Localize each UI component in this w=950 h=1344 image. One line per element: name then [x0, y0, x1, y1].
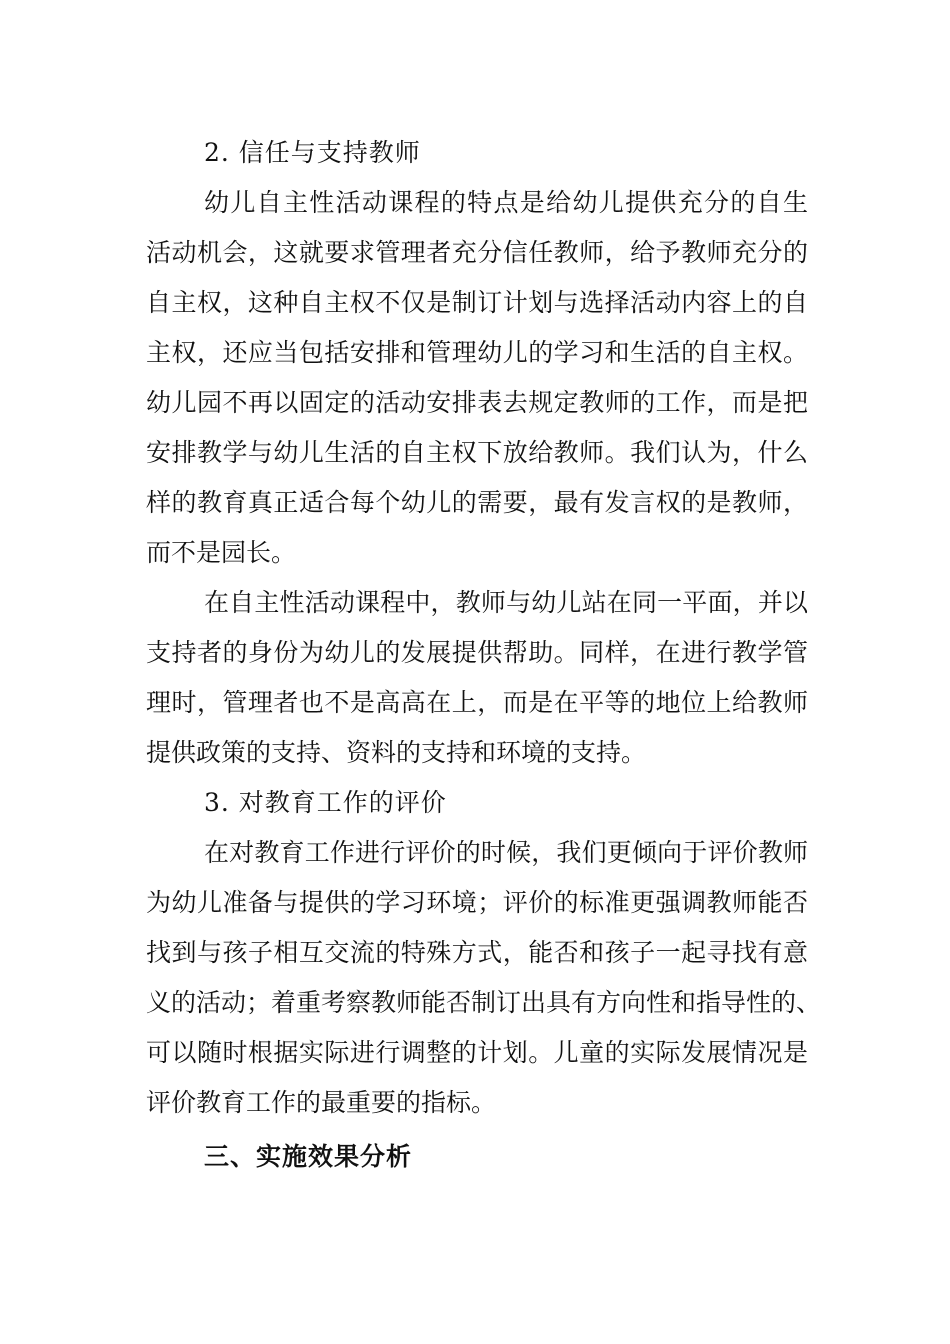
- paragraph-line: 安排教学与幼儿生活的自主权下放给教师。我们认为，什么: [146, 438, 808, 467]
- paragraph-line: 在对教育工作进行评价的时候，我们更倾向于评价教师: [204, 838, 808, 867]
- paragraph-line: 找到与孩子相互交流的特殊方式，能否和孩子一起寻找有意: [146, 938, 808, 967]
- paragraph-line: 在自主性活动课程中，教师与幼儿站在同一平面，并以: [204, 588, 808, 617]
- document-body: [146, 128, 822, 1182]
- section-title-effect-analysis: 三、实施效果分析: [204, 1142, 413, 1171]
- paragraph-evaluation-criteria: [146, 828, 822, 1128]
- paragraph-line: 义的活动；着重考察教师能否制订出具有方向性和指导性的、: [146, 988, 822, 1017]
- paragraph-line: 理时，管理者也不是高高在上，而是在平等的地位上给教师: [146, 688, 808, 717]
- paragraph-line: 幼儿自主性活动课程的特点是给幼儿提供充分的自生: [204, 188, 808, 217]
- paragraph-line: 活动机会，这就要求管理者充分信任教师，给予教师充分的: [146, 238, 808, 267]
- paragraph-line: 主权，还应当包括安排和管理幼儿的学习和生活的自主权。: [146, 338, 808, 367]
- paragraph-line: 可以随时根据实际进行调整的计划。儿童的实际发展情况是: [146, 1038, 808, 1067]
- paragraph-line: 幼儿园不再以固定的活动安排表去规定教师的工作，而是把: [146, 388, 808, 417]
- paragraph-line: 而不是园长。: [146, 538, 297, 567]
- paragraph-supporter-role: [146, 578, 808, 778]
- paragraph-teacher-autonomy: [146, 178, 808, 578]
- paragraph-line: 支持者的身份为幼儿的发展提供帮助。同样，在进行教学管: [146, 638, 808, 667]
- paragraph-line: 自主权，这种自主权不仅是制订计划与选择活动内容上的自: [146, 288, 808, 317]
- paragraph-line: 为幼儿准备与提供的学习环境；评价的标准更强调教师能否: [146, 888, 808, 917]
- paragraph-line: 评价教育工作的最重要的指标。: [146, 1088, 497, 1117]
- subheading-evaluation: 3. 对教育工作的评价: [204, 788, 447, 817]
- paragraph-line: 提供政策的支持、资料的支持和环境的支持。: [146, 738, 647, 767]
- paragraph-line: 样的教育真正适合每个幼儿的需要，最有发言权的是教师，: [146, 488, 808, 517]
- subheading-trust-support-teachers: 2. 信任与支持教师: [204, 138, 421, 167]
